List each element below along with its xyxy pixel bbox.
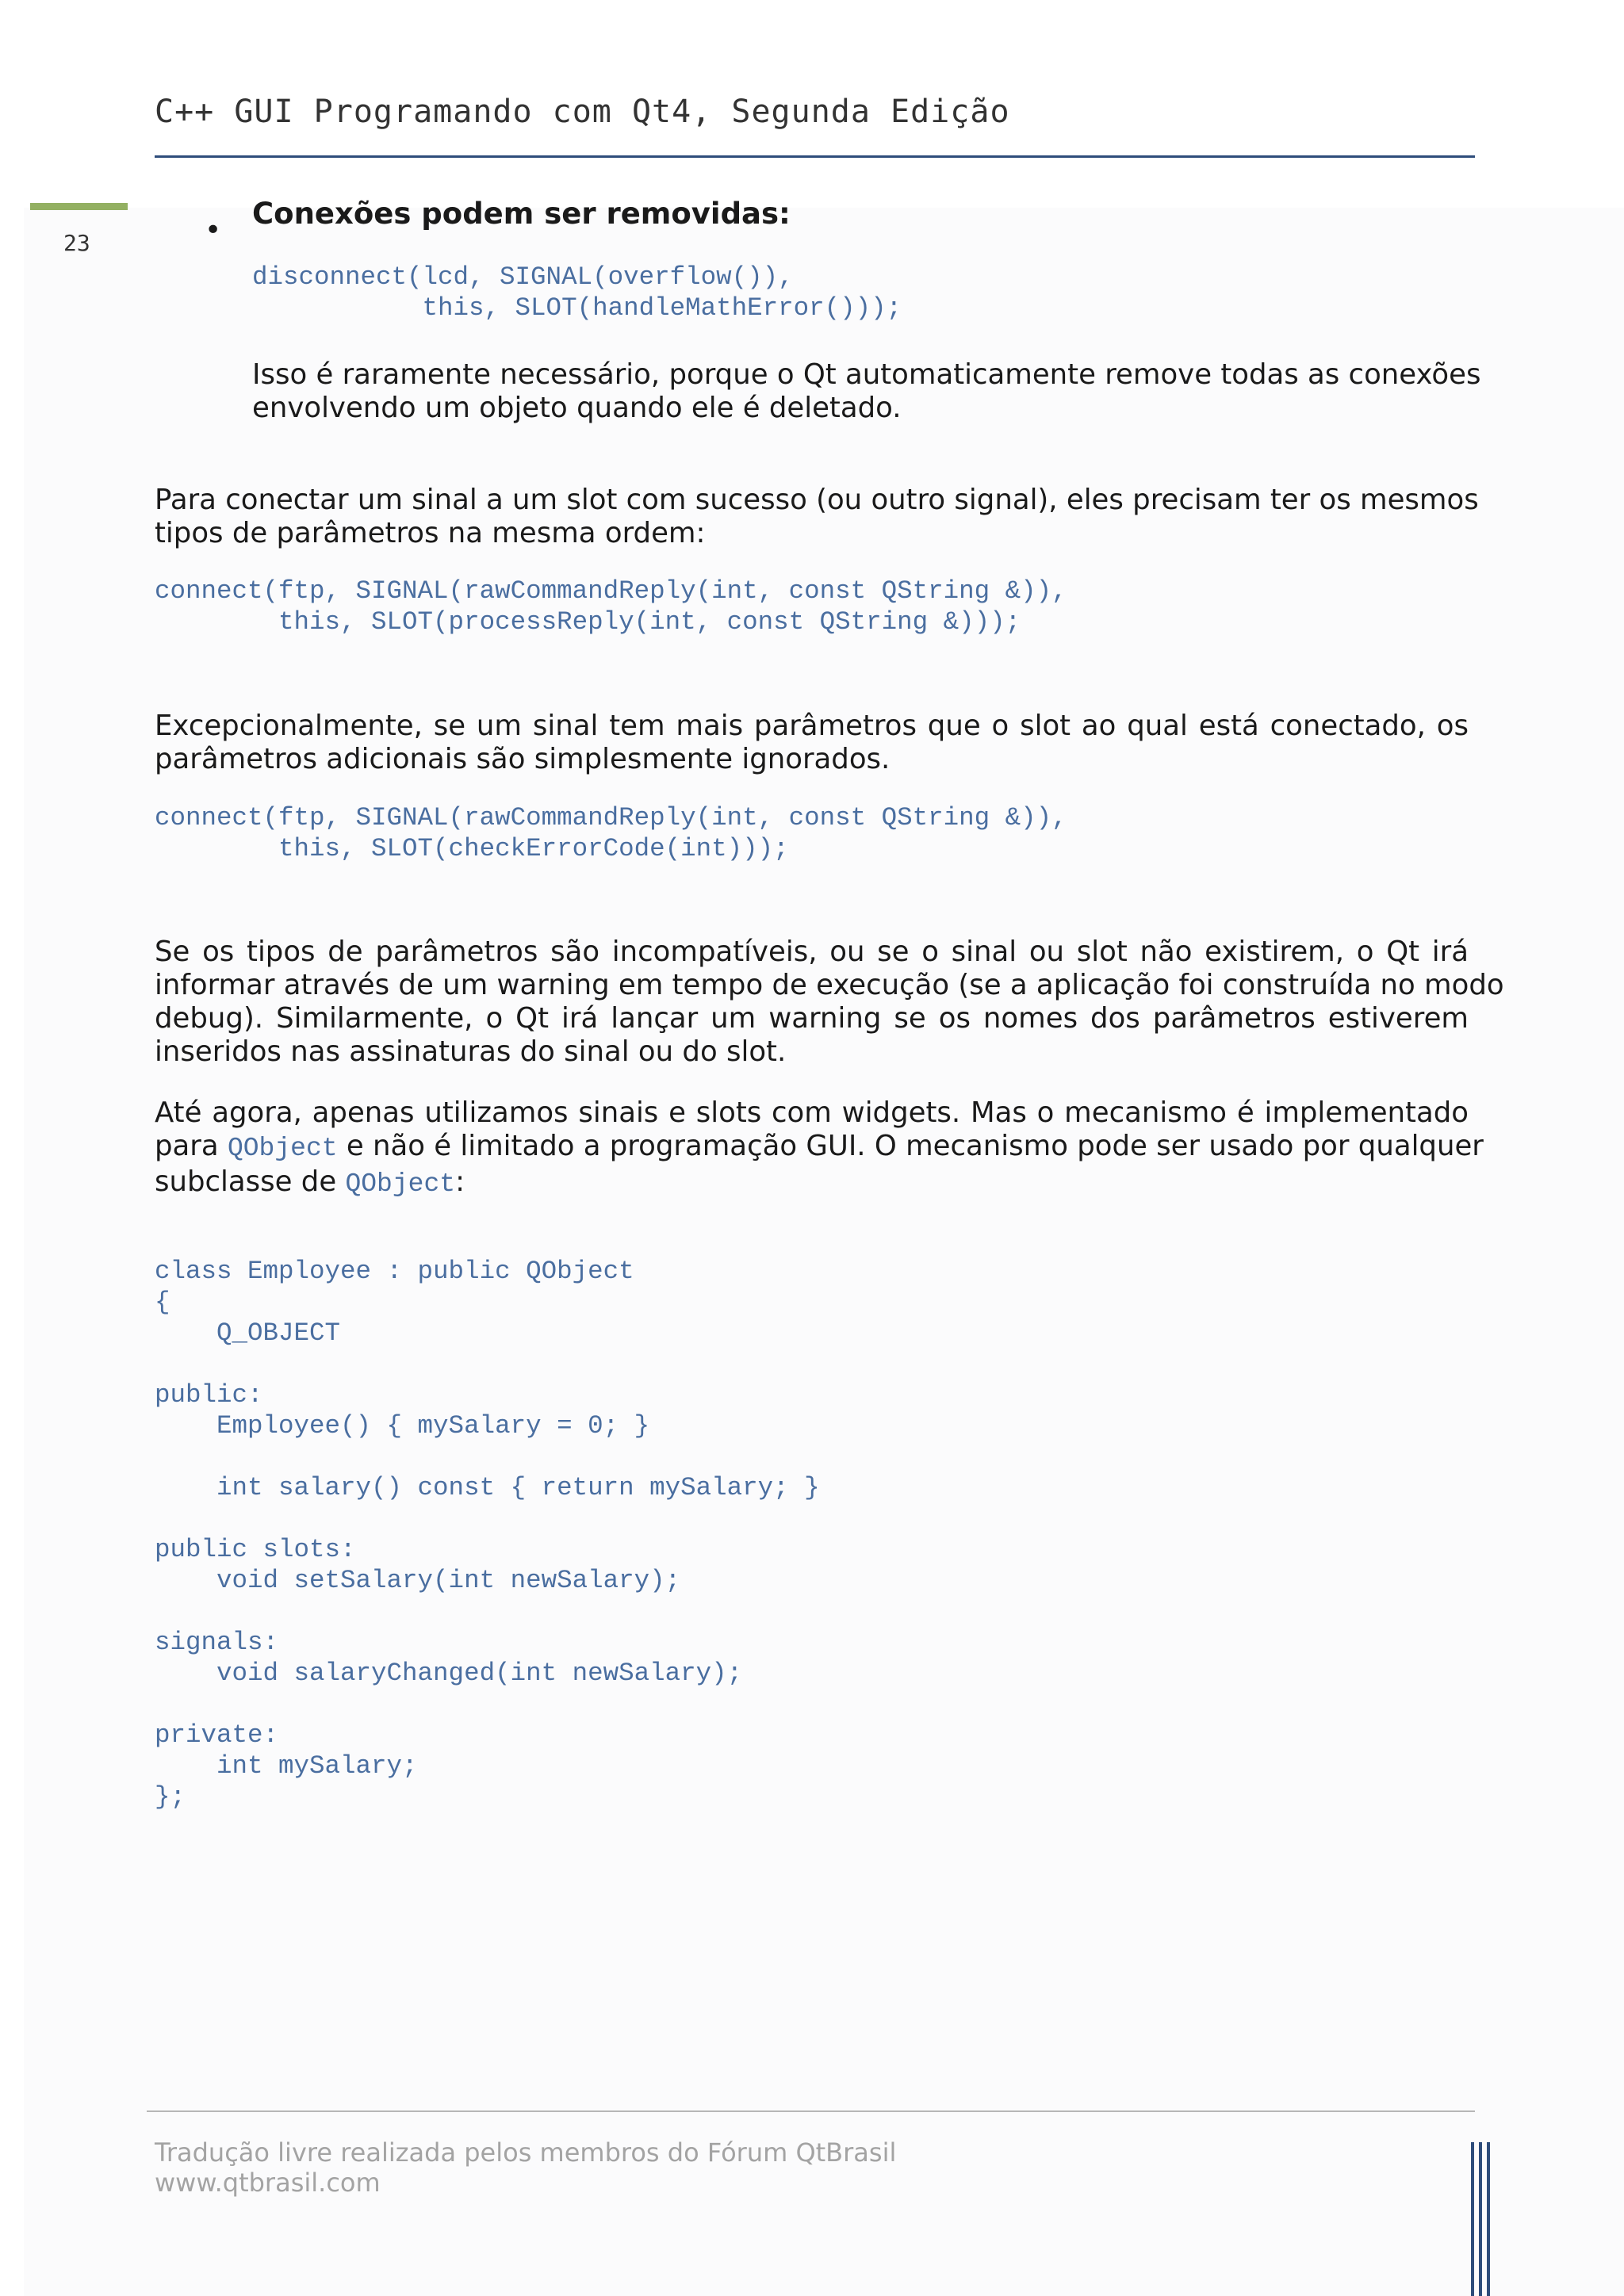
- header-divider: [155, 155, 1475, 158]
- paragraph-line: [155, 1165, 465, 1201]
- code-line: connect(ftp, SIGNAL(rawCommandReply(int, const QString &)),: [155, 803, 1067, 832]
- bullet-marker: •: [205, 214, 222, 247]
- paragraph-line: tipos de parâmetros na mesma ordem:: [155, 517, 706, 549]
- code-line: int salary() const { return mySalary; }: [155, 1473, 820, 1502]
- code-line: public:: [155, 1380, 263, 1410]
- code-line: private:: [155, 1720, 279, 1750]
- code-line: [155, 1349, 820, 1380]
- code-line: };: [155, 1782, 186, 1812]
- footer-decorative-line: [1471, 2142, 1474, 2296]
- code-line: {: [155, 1288, 170, 1317]
- code-line: [155, 1596, 820, 1627]
- code-line: this, SLOT(handleMathError()));: [252, 293, 902, 323]
- paragraph-text: subclasse de: [155, 1165, 346, 1198]
- code-block-connect-processreply: [155, 576, 1067, 637]
- code-line: void salaryChanged(int newSalary);: [155, 1659, 743, 1688]
- code-block-employee-class: [155, 1256, 820, 1812]
- paragraph-line: Se os tipos de parâmetros são incompatíveis, ou se o sinal ou slot não existirem, o Qt irá: [155, 936, 1469, 968]
- code-line: Q_OBJECT: [155, 1318, 341, 1348]
- code-line: class Employee : public QObject: [155, 1257, 634, 1286]
- inline-code-qobject: QObject: [227, 1134, 338, 1163]
- paragraph-line: inseridos nas assinaturas do sinal ou do slot.: [155, 1035, 787, 1068]
- page-number: 23: [63, 230, 90, 256]
- code-line: signals:: [155, 1628, 279, 1657]
- code-line: [155, 1689, 820, 1720]
- code-line: void setSalary(int newSalary);: [155, 1566, 681, 1595]
- footer-divider: [147, 2110, 1475, 2112]
- footer-website: www.qtbrasil.com: [155, 2168, 381, 2198]
- paragraph-line: [155, 1130, 1484, 1165]
- code-block-disconnect: [252, 262, 902, 323]
- code-line: Employee() { mySalary = 0; }: [155, 1411, 650, 1441]
- footer-decorative-line: [1479, 2142, 1482, 2296]
- code-line: connect(ftp, SIGNAL(rawCommandReply(int, const QString &)),: [155, 576, 1067, 606]
- paragraph-text: :: [455, 1165, 465, 1198]
- inline-code-qobject: QObject: [345, 1169, 456, 1199]
- code-line: public slots:: [155, 1535, 356, 1564]
- footer: [155, 2137, 896, 2198]
- page-number-accent-bar: [30, 203, 128, 210]
- paragraph-text: para: [155, 1130, 228, 1162]
- footer-decorative-line: [1487, 2142, 1490, 2296]
- code-line: this, SLOT(processReply(int, const QString &)));: [155, 607, 1021, 637]
- paragraph-line: informar através de um warning em tempo de execução (se a aplicação foi construída no modo: [155, 969, 1504, 1001]
- bullet-paragraph-line: Isso é raramente necessário, porque o Qt automaticamente remove todas as conexões: [252, 358, 1481, 391]
- paragraph-line: parâmetros adicionais são simplesmente ignorados.: [155, 743, 891, 775]
- bullet-paragraph-line: envolvendo um objeto quando ele é deletado.: [252, 392, 902, 424]
- paragraph-line: Para conectar um sinal a um slot com sucesso (ou outro signal), eles precisam ter os mesmos: [155, 484, 1479, 516]
- paragraph-text: e não é limitado a programação GUI. O mecanismo pode ser usado por qualquer: [337, 1130, 1484, 1162]
- code-line: disconnect(lcd, SIGNAL(overflow()),: [252, 262, 794, 292]
- code-line: [155, 1503, 820, 1534]
- code-line: this, SLOT(checkErrorCode(int)));: [155, 834, 789, 863]
- page-header-title: C++ GUI Programando com Qt4, Segunda Edição: [155, 94, 1010, 130]
- code-block-connect-checkerrorcode: [155, 802, 1067, 864]
- paragraph-line: debug). Similarmente, o Qt irá lançar um warning se os nomes dos parâmetros estiverem: [155, 1002, 1469, 1035]
- paragraph-line: Excepcionalmente, se um sinal tem mais parâmetros que o slot ao qual está conectado, os: [155, 710, 1469, 742]
- code-line: int mySalary;: [155, 1751, 418, 1781]
- bullet-heading: Conexões podem ser removidas:: [252, 197, 791, 231]
- paragraph-line: Até agora, apenas utilizamos sinais e slots com widgets. Mas o mecanismo é implementado: [155, 1096, 1469, 1129]
- footer-credit: Tradução livre realizada pelos membros do Fórum QtBrasil: [155, 2137, 897, 2168]
- code-line: [155, 1441, 820, 1472]
